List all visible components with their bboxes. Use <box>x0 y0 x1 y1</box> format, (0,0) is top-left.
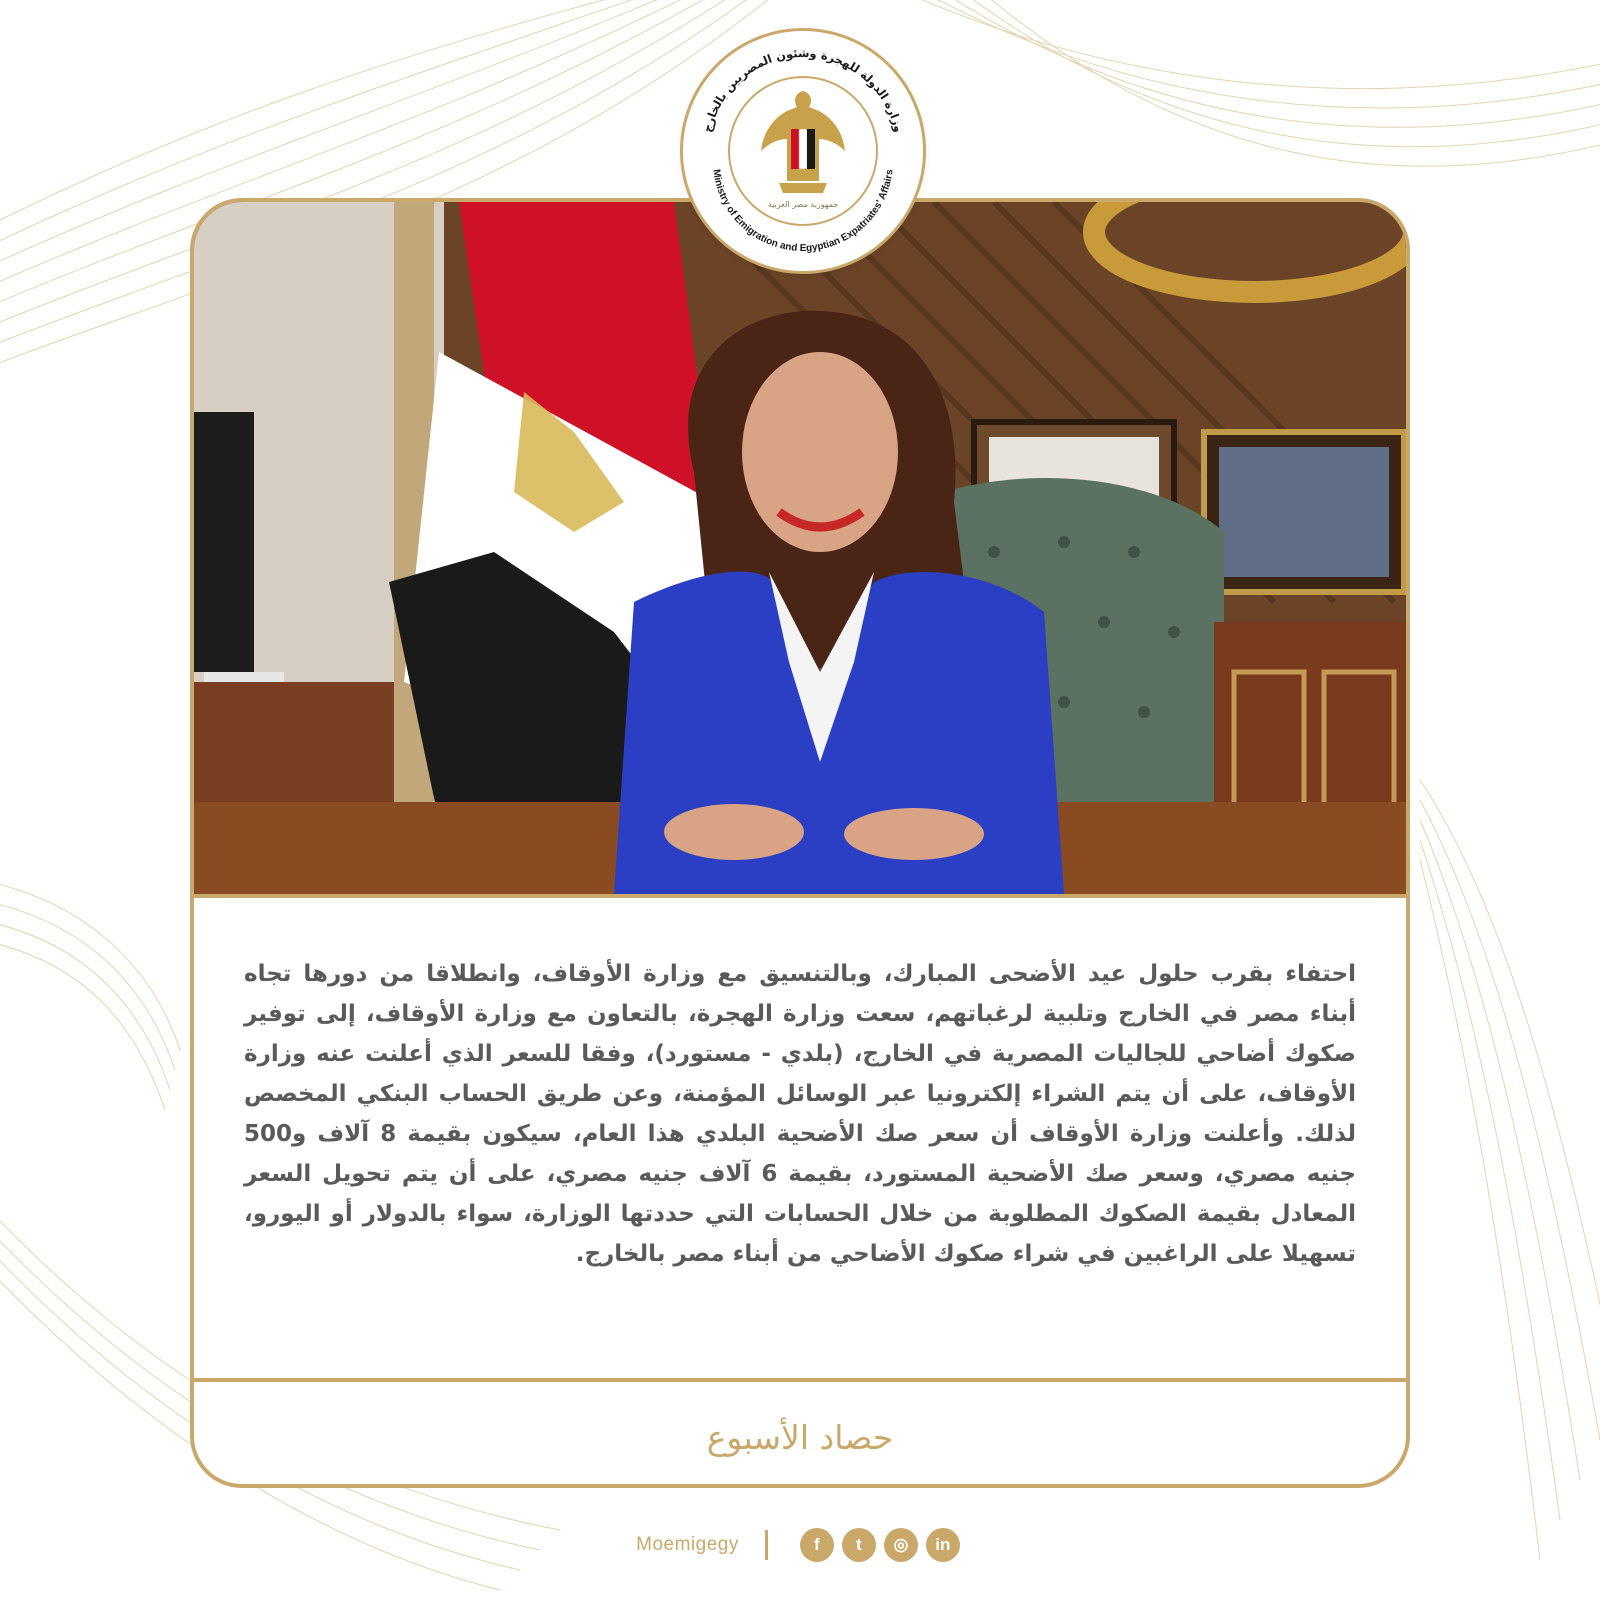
linkedin-icon[interactable]: in <box>926 1528 960 1562</box>
footer-divider <box>194 1378 1406 1382</box>
minister-photo <box>194 202 1406 894</box>
footer-title: حصاد الأسبوع <box>706 1418 894 1457</box>
emblem-caption: جمهورية مصر العربية <box>767 200 839 209</box>
news-card <box>190 198 1410 1488</box>
eagle-icon <box>761 91 845 193</box>
logo-arabic-name: وزارة الدولة للهجرة وشئون المصريين بالخارج <box>699 45 906 134</box>
photo-divider <box>194 894 1406 898</box>
social-handle[interactable]: Moemigegy <box>636 1534 739 1555</box>
separator <box>765 1530 768 1560</box>
social-bar <box>0 1525 1600 1565</box>
article-body: احتفاء بقرب حلول عيد الأضحى المبارك، وبالتنسيق مع وزارة الأوقاف، وانطلاقا من دورها تجاه أبناء مصر في الخارج وتلبية لرغباتهم، سعت وزارة الهجرة، بالتعاون مع وزارة الأوقاف، إلى توفير صكوك أضاحي للجاليات المصرية في الخارج، (بلدي - مستورد)، وفقا للسعر الذي أعلنت عنه وزارة الأوقاف، على أن يتم الشراء إلكترونيا عبر الوسائل المؤمنة، وعن طريق الحساب البنكي المخصص لذلك. وأعلنت وزارة الأوقاف أن سعر صك الأضحية البلدي هذا العام، سيكون بقيمة 8 آلاف و500 جنيه مصري، وسعر صك الأضحية المستورد، بقيمة 6 آلاف جنيه مصري، على أن يتم تحويل السعر المعادل بقيمة الصكوك المطلوبة من خلال الحسابات التي حددتها الوزارة، سواء بالدولار أو اليورو، تسهيلا على الراغبين في شراء صكوك الأضاحي من أبناء مصر بالخارج. <box>244 961 1357 1267</box>
instagram-icon[interactable]: ◎ <box>884 1528 918 1562</box>
facebook-icon[interactable]: f <box>800 1528 834 1562</box>
ministry-logo <box>680 28 926 274</box>
twitter-icon[interactable]: t <box>842 1528 876 1562</box>
logo-english-name: Ministry of Emigration and Egyptian Expatriates' Affairs <box>710 168 896 255</box>
